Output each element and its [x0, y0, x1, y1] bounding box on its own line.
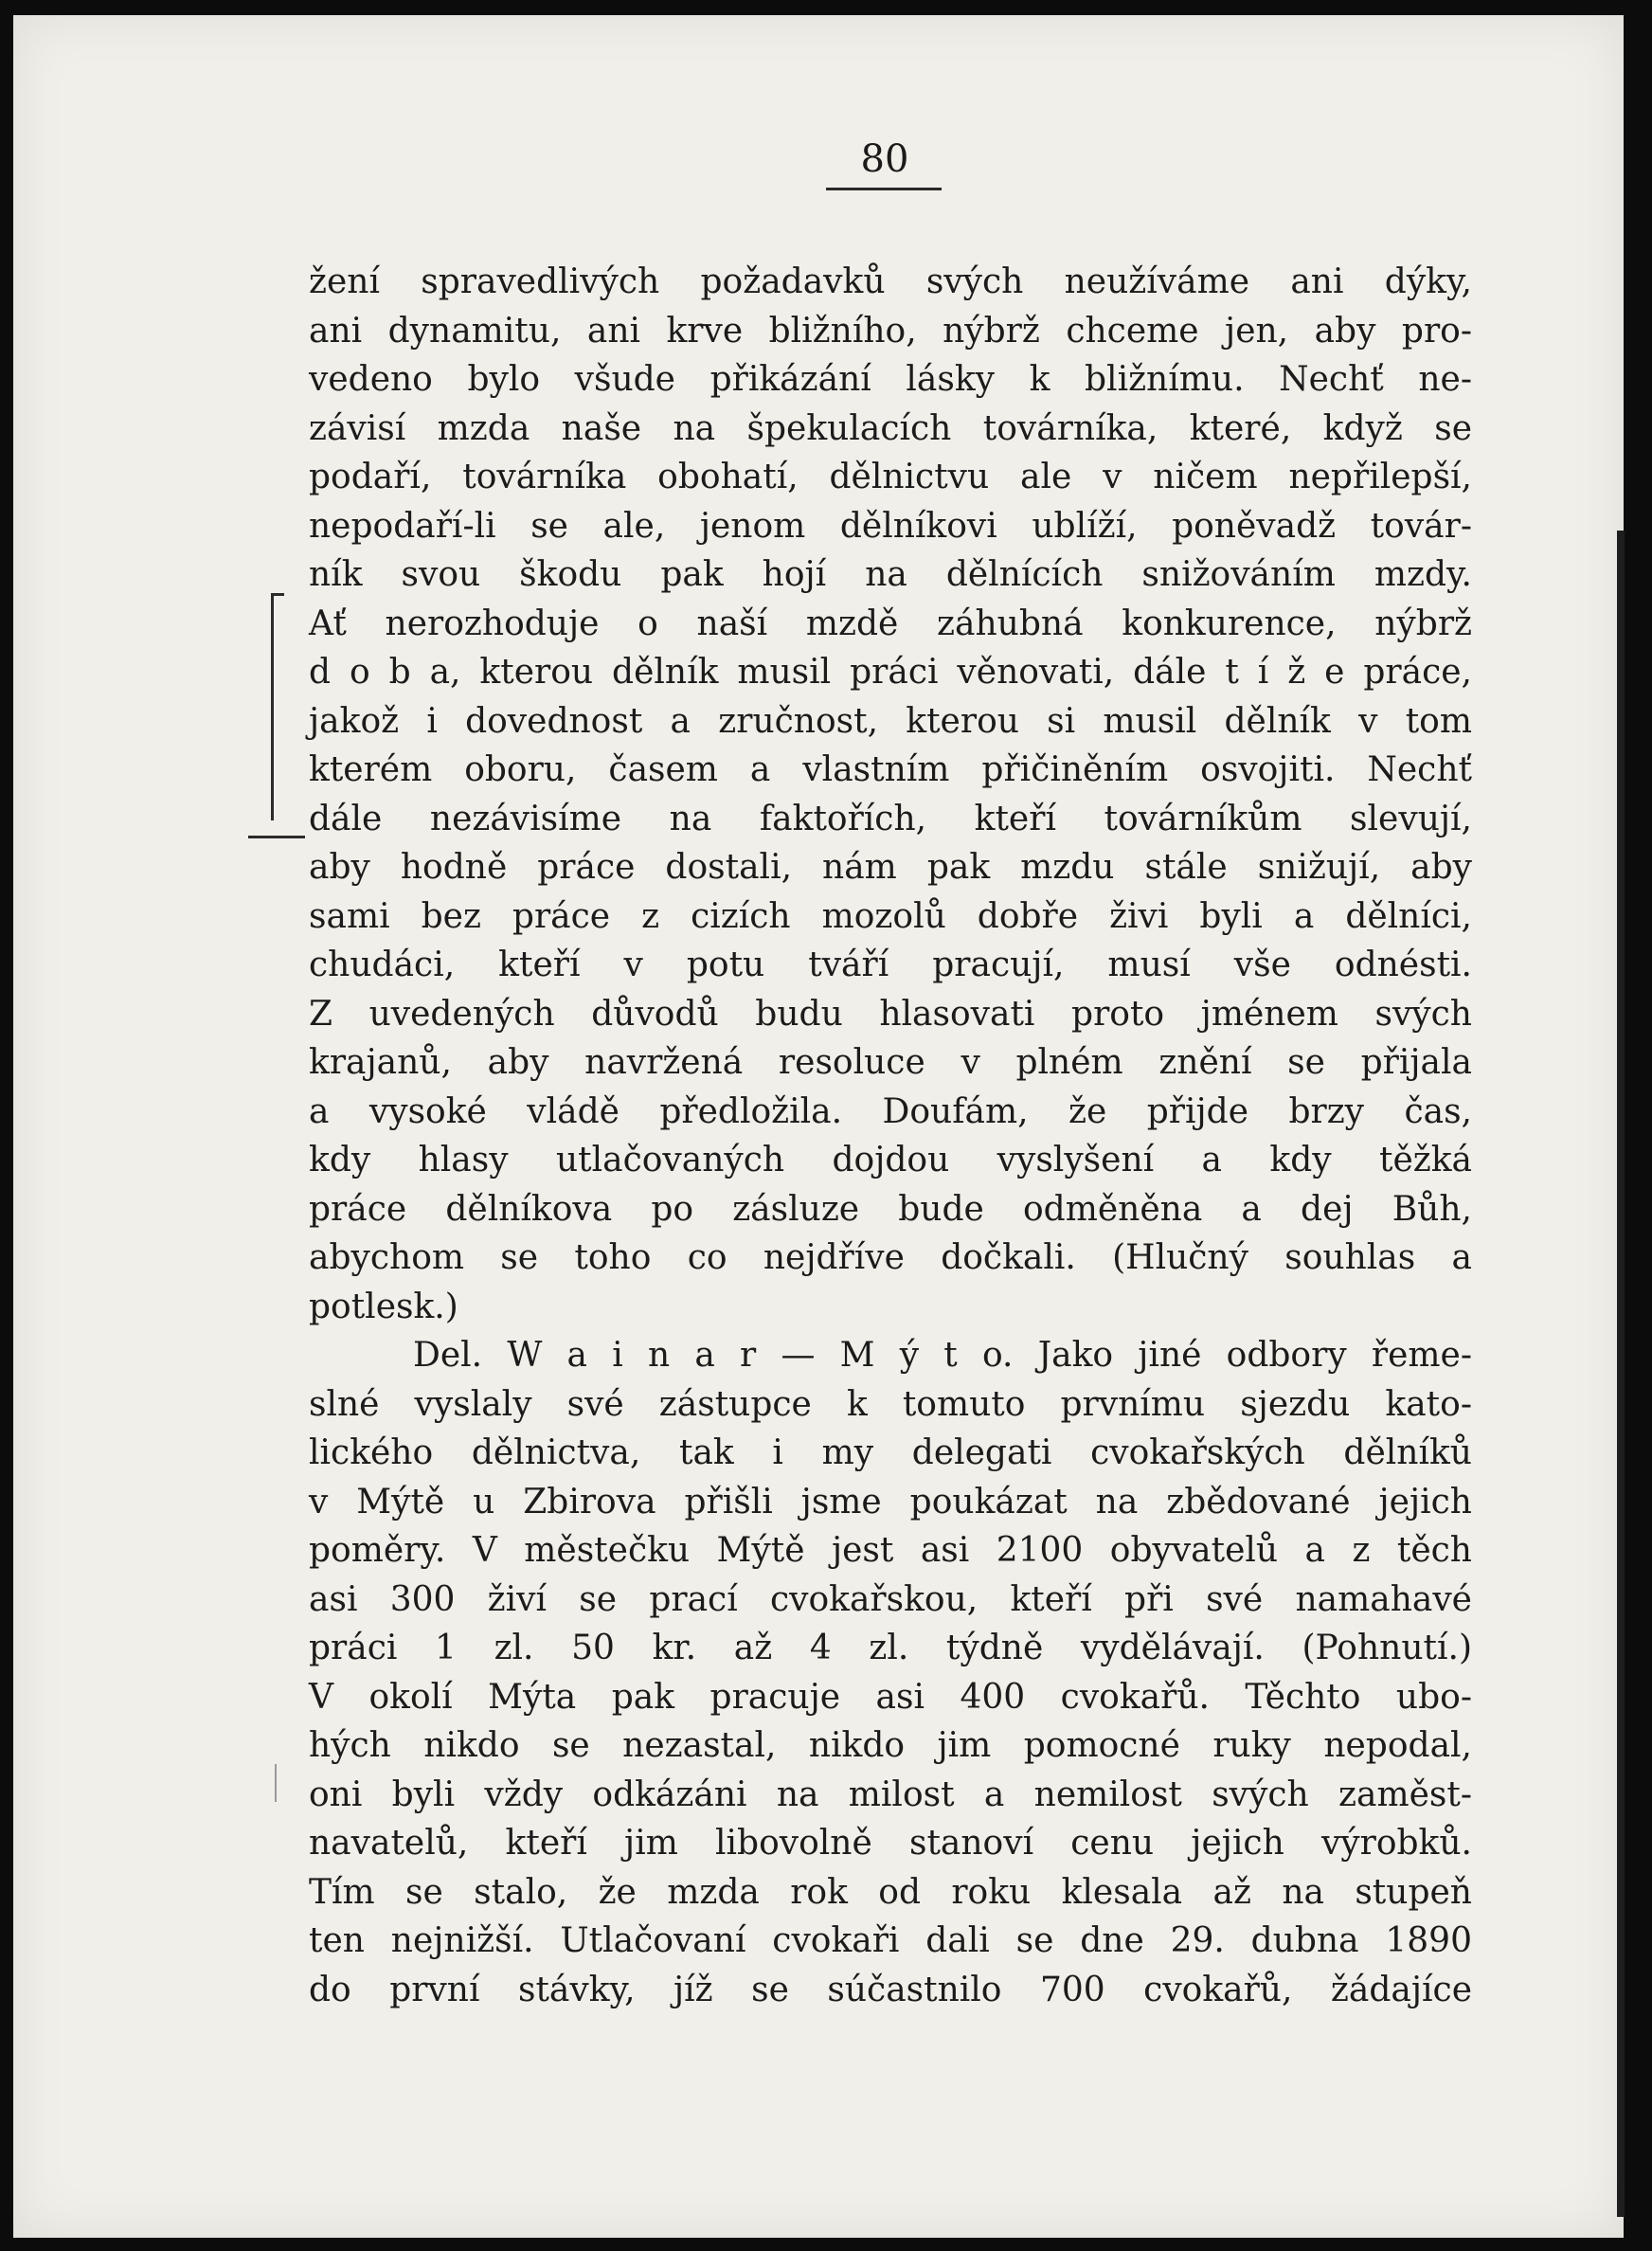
text-line: vedeno bylo všude přikázání lásky k bližnímu. Nechť ne-	[309, 360, 1472, 399]
margin-pencil-mark	[275, 1764, 277, 1802]
text-line: d o b a, kterou dělník musil práci věnovati, dále t í ž e práce,	[309, 653, 1472, 692]
text-line: krajanů, aby navržená resoluce v plném znění se přijala	[309, 1043, 1472, 1082]
text-line: ten nejnižší. Utlačovaní cvokaři dali se dne 29. dubna 1890	[309, 1921, 1472, 1960]
text-line: oni byli vždy odkázáni na milost a nemilost svých zaměst-	[309, 1774, 1472, 1814]
text-line: ani dynamitu, ani krve bližního, nýbrž chceme jen, aby pro-	[309, 311, 1472, 351]
text-line: slné vyslaly své zástupce k tomuto prvnímu sjezdu kato-	[309, 1384, 1472, 1424]
page-number: 80	[860, 137, 909, 181]
text-line: hých nikdo se nezastal, nikdo jim pomocné ruky nepodal,	[309, 1726, 1472, 1765]
text-line: a vysoké vládě předložila. Doufám, že přijde brzy čas,	[309, 1091, 1472, 1131]
text-line: nepodaří-li se ale, jenom dělníkovi ublíží, poněvadž továr-	[309, 506, 1472, 546]
text-line: abychom se toho co nejdříve dočkali. (Hlučný souhlas a	[309, 1238, 1472, 1277]
page-number-underline	[826, 188, 942, 190]
body-text	[309, 258, 1472, 2014]
text-line: Tím se stalo, že mzda rok od roku klesala až na stupeň	[309, 1872, 1472, 1912]
text-line: aby hodně práce dostali, nám pak mzdu stále snižují, aby	[309, 848, 1472, 887]
text-line: potlesk.)	[309, 1287, 458, 1326]
text-line: V okolí Mýta pak pracuje asi 400 cvokařů. Těchto ubo-	[309, 1677, 1472, 1717]
scan-edge-shadow	[1617, 531, 1625, 2217]
text-line: chudáci, kteří v potu tváří pracují, musí vše odnésti.	[309, 945, 1472, 984]
text-line: asi 300 živí se prací cvokařskou, kteří při své namahavé	[309, 1579, 1472, 1619]
text-line: v Mýtě u Zbirova přišli jsme poukázat na zbědované jejich	[309, 1482, 1472, 1522]
text-line: jakož i dovednost a zručnost, kterou si musil dělník v tom	[309, 701, 1472, 741]
text-line: práce dělníkova po zásluze bude odměněna a dej Bůh,	[309, 1189, 1472, 1229]
text-line: dále nezávisíme na faktořích, kteří továrníkům slevují,	[309, 799, 1472, 838]
text-line: lického dělnictva, tak i my delegati cvokařských dělníků	[309, 1433, 1472, 1472]
text-line: Del. W a i n a r — M ý t o. Jako jiné odbory řeme-	[413, 1336, 1472, 1375]
text-line: poměry. V městečku Mýtě jest asi 2100 obyvatelů a z těch	[309, 1531, 1472, 1570]
margin-bracket-bottom	[248, 836, 305, 838]
text-line: sami bez práce z cizích mozolů dobře živi byli a dělníci,	[309, 896, 1472, 936]
margin-bracket-top	[271, 593, 284, 596]
text-line: Ať nerozhoduje o naší mzdě záhubná konkurence, nýbrž	[309, 603, 1472, 643]
text-line: kterém oboru, časem a vlastním přičiněním osvojiti. Nechť	[309, 750, 1472, 789]
text-line: podaří, továrníka obohatí, dělnictvu ale v ničem nepřilepší,	[309, 458, 1472, 496]
margin-bracket-vertical	[271, 593, 274, 820]
text-line: závisí mzda naše na špekulacích továrníka, které, když se	[309, 408, 1472, 448]
text-line: žení spravedlivých požadavků svých neužíváme ani dýky,	[309, 262, 1472, 301]
text-line: do první stávky, jíž se súčastnilo 700 cvokařů, žádajíce	[309, 1970, 1472, 2009]
text-line: kdy hlasy utlačovaných dojdou vyslyšení a kdy těžká	[309, 1141, 1472, 1180]
text-line: navatelů, kteří jim libovolně stanoví cenu jejich výrobků.	[309, 1824, 1472, 1863]
text-line: Z uvedených důvodů budu hlasovati proto jménem svých	[309, 994, 1472, 1034]
text-line: ník svou škodu pak hojí na dělnících snižováním mzdy.	[309, 555, 1472, 594]
text-line: práci 1 zl. 50 kr. až 4 zl. týdně vydělávají. (Pohnutí.)	[309, 1629, 1472, 1667]
